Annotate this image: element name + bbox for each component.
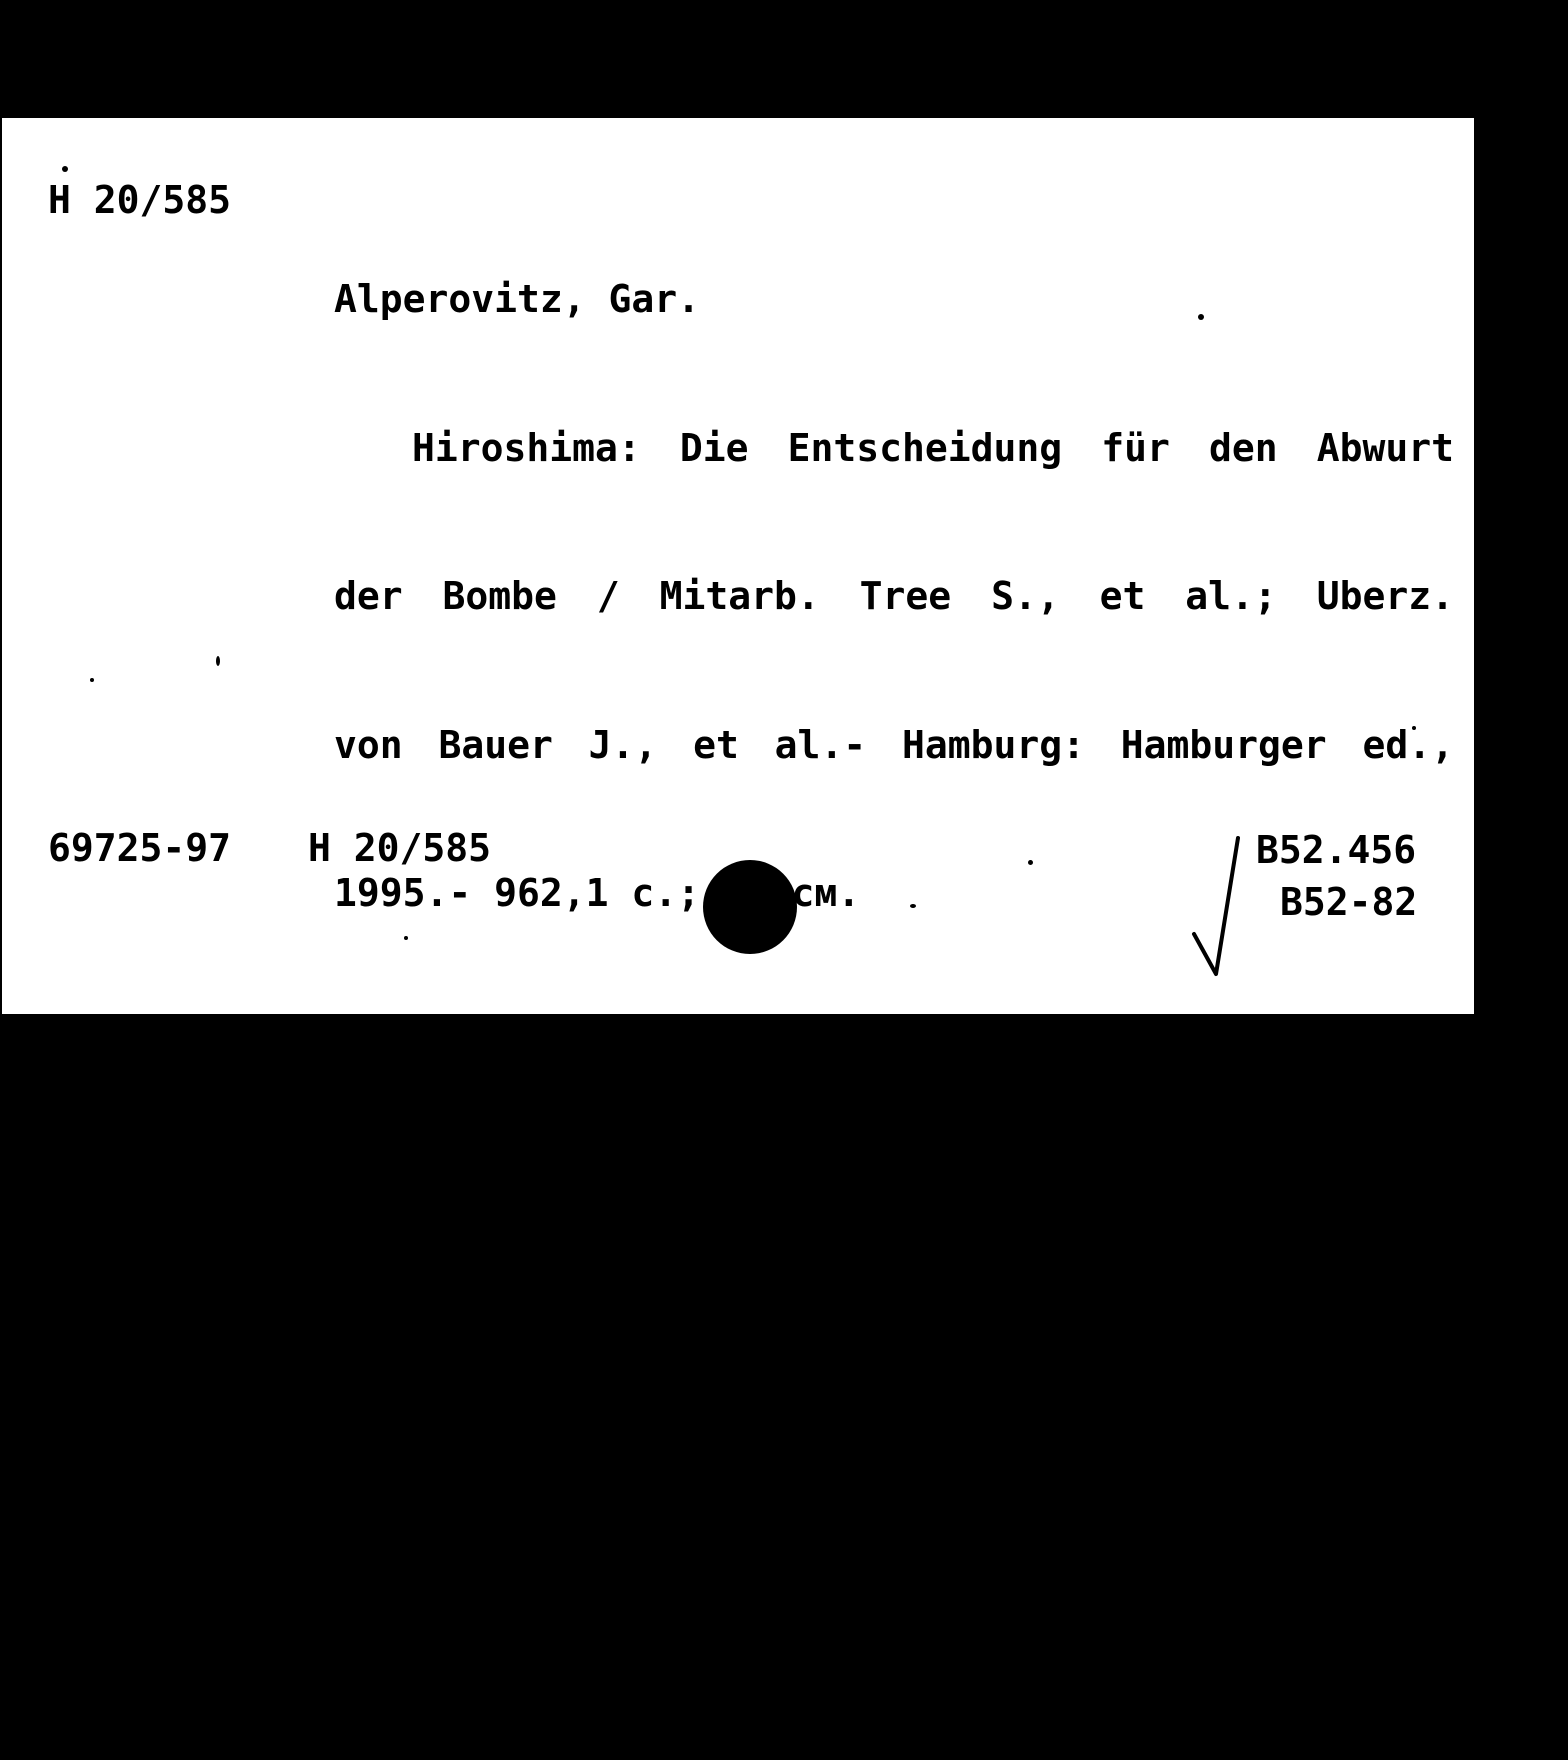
description-line: von Bauer J., et al.- Hamburg: Hamburger ed., [334,722,1454,767]
notes-line: Titel der Originalausg.: The decision to use [334,1168,1454,1212]
description-line: der Bombe / Mitarb. Tree S., et al.; Uberz. [334,574,1454,618]
dust-speck [216,656,220,666]
dust-speck [90,678,94,682]
author-heading: Alperovitz, Gar. [334,277,701,321]
dust-speck [62,166,68,172]
call-number-bottom: H 20/585 [308,826,492,870]
bibliographic-description [334,176,1454,1760]
classification-code: B52-82 [1280,880,1418,924]
notes-line: the atomic bomb and the architecture of an [334,1316,1454,1361]
call-number: H 20/585 [48,178,232,222]
isbn-line: ISBN 3-930908-21-2 : 265000 p. [412,1613,1099,1658]
notes-line: American myth. [334,1465,655,1509]
inventory-number: 69725-97 [48,826,232,870]
description-line: 1995.- 962,1 c.; 24 см. [334,871,861,915]
description-line: Hiroshima: Die Entscheidung für den Abwurt [412,425,1454,470]
classification-code: B52.456 [1256,828,1417,872]
notes-line: Bibliogr.: c.882- 914.- Ind.: c.927- 959.- [412,1019,1454,1064]
